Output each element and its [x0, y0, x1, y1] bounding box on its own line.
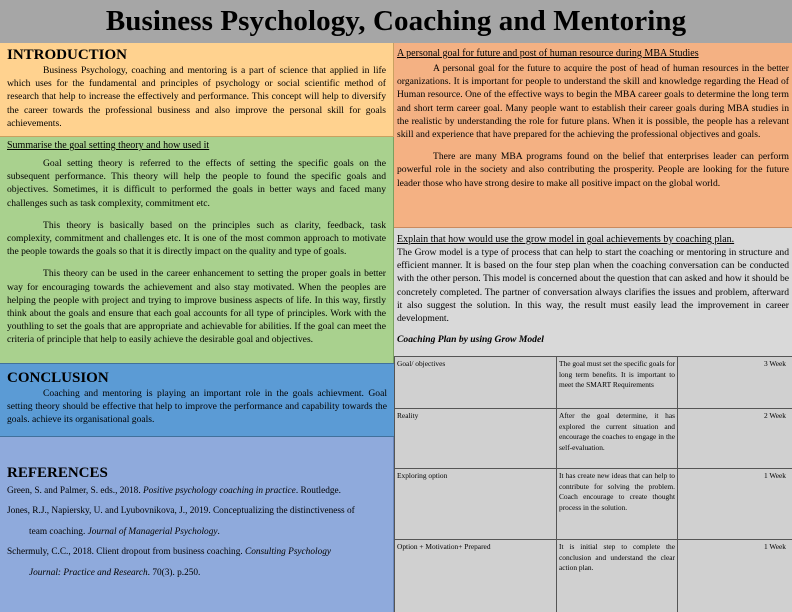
introduction-section: [0, 43, 394, 137]
goal-setting-paragraph: This theory is basically based on the principles such as clarity, feedback, task complexity, commitment and challenges etc. It is one of the most common approach to motivate the people towards the goals so that it is directly impact on the quality and type of goals.: [7, 219, 386, 258]
description-cell: It is initial step to complete the conclusion and understand the clear action plan.: [557, 540, 678, 612]
title-bar: [0, 0, 792, 44]
references-heading: REFERENCES: [7, 465, 108, 481]
conclusion-section: [0, 363, 394, 437]
personal-goal-section: [394, 43, 792, 228]
conclusion-heading: CONCLUSION: [7, 370, 109, 386]
reference-text: . Routledge.: [295, 486, 341, 496]
coaching-plan-table: [394, 356, 792, 612]
description-cell: The goal must set the specific goals for long term benefits. It is important to meet the SMART Requirements: [557, 357, 678, 409]
reference-text: Jones, R.J., Napiersky, U. and Lyubovnikova, J., 2019. Conceptualizing the distinctiveness of: [7, 506, 355, 516]
reference-item: [7, 543, 393, 582]
reference-text: . 70(3). p.250.: [147, 568, 201, 578]
grow-model-text: The Grow model is a type of process that can help to start the coaching or mentoring in structure and efficient manner. It is based on the four step plan when the coaching conversation can be conducted with the other person. This model is concerned about the question that can asked and how it should be concretely completed. The partner of conversation always clarifies the issues and problem, afterward it also suggest the solution. In this way, the result must easily lead the improvement in career development.: [397, 247, 789, 325]
reference-text: team coaching.: [29, 527, 88, 537]
reference-text: .: [217, 527, 220, 537]
reference-title: Positive psychology coaching in practice: [142, 486, 296, 496]
description-cell: After the goal determine, it has explored the current situation and encourage the coaches to engage in the self-evaluation.: [557, 409, 678, 469]
duration-cell: 2 Week: [678, 409, 792, 469]
duration-cell: 3 Week: [678, 357, 792, 409]
coaching-plan-title: Coaching Plan by using Grow Model: [397, 334, 544, 346]
reference-title: Journal of Managerial Psychology: [87, 527, 218, 537]
reference-text: Green, S. and Palmer, S. eds., 2018.: [7, 486, 143, 496]
references-section: [0, 437, 394, 612]
duration-cell: 1 Week: [678, 540, 792, 612]
personal-goal-heading: A personal goal for future and post of human resource during MBA Studies: [397, 48, 699, 59]
grow-model-section: [394, 228, 792, 356]
stage-cell: Goal/ objectives: [395, 357, 557, 409]
goal-setting-heading: Summarise the goal setting theory and how used it: [7, 140, 210, 151]
reference-text: Schermuly, C.C., 2018. Client dropout from business coaching.: [7, 547, 245, 557]
personal-goal-paragraph: There are many MBA programs found on the belief that enterprises leader can perform powerful role in the society and also contributing the prosperity. People are looking for the future leader those who have strong desire to make all positive impact on the global world.: [397, 151, 789, 189]
table-row: [395, 409, 792, 469]
stage-cell: Reality: [395, 409, 557, 469]
page-title: Business Psychology, Coaching and Mentoring: [105, 5, 687, 37]
introduction-text: Business Psychology, coaching and mentoring is a part of science that applied in life which uses for the fundamental and principles of psychology or social scientific method of research that help to increase the effectively and performance. This concept will help to diversify the career towards the professional business and also improve the personal skill for goals achievements.: [7, 65, 386, 129]
goal-setting-paragraph: This theory can be used in the career enhancement to setting the proper goals in better way for encouraging towards the achievement and also stay motivated. When the peoples are helping the people with project and trying to improve business aspects of life. In this way, firstly think about the goals and ensure that each goal accounts for all type of principles. Work with the youthling to set the goals that are appropriate and achievable for abilities. If the goal can meet the criteria of principle that help to easily achieve the desirable goal and objectives.: [7, 268, 386, 346]
reference-title: Journal: Practice and Research: [29, 568, 148, 578]
reference-title: Consulting Psychology: [245, 547, 331, 557]
duration-cell: 1 Week: [678, 469, 792, 540]
conclusion-text: Coaching and mentoring is playing an important role in the goals achievment. Goal setting theory should be effective that help to improve the performance and capability towards the goals. achieve its organisational goals.: [7, 388, 387, 426]
reference-item: [7, 502, 393, 541]
table-row: [395, 469, 792, 540]
table-row: [395, 357, 792, 409]
goal-setting-paragraph: Goal setting theory is referred to the effects of setting the specific goals on the subsequent performance. This theory will help the people to found the specific goals and objectives. Sometimes, it is difficult to performed the goals in better ways and faced many challenges such as task complexity, commitment etc.: [7, 158, 386, 209]
coaching-plan-table-area: [394, 356, 792, 612]
reference-item: [7, 482, 393, 500]
grow-model-heading: Explain that how would use the grow model in goal achievements by coaching plan.: [397, 234, 735, 245]
introduction-heading: INTRODUCTION: [7, 47, 128, 63]
stage-cell: Exploring option: [395, 469, 557, 540]
goal-setting-section: [0, 137, 394, 363]
description-cell: It has create new ideas that can help to contribute for solving the problem. Coach encourage to create thought process in the solution.: [557, 469, 678, 540]
table-row: [395, 540, 792, 612]
stage-cell: Option + Motivation+ Prepared: [395, 540, 557, 612]
personal-goal-paragraph: A personal goal for the future to acquire the post of head of human resources in the better organizations. It is important for people to understand the skill and knowledge regarding the Head of Human resource. One of the effective ways to begin the MBA career goals to determine the long term and short term career goal. Many people want to establish their career goals during MBA studies in the realistic by understanding the role for future plans. When it is possible, the people has a relevant skill and experience that have prepared for the achieving the professional objectives and goals.: [397, 63, 789, 141]
